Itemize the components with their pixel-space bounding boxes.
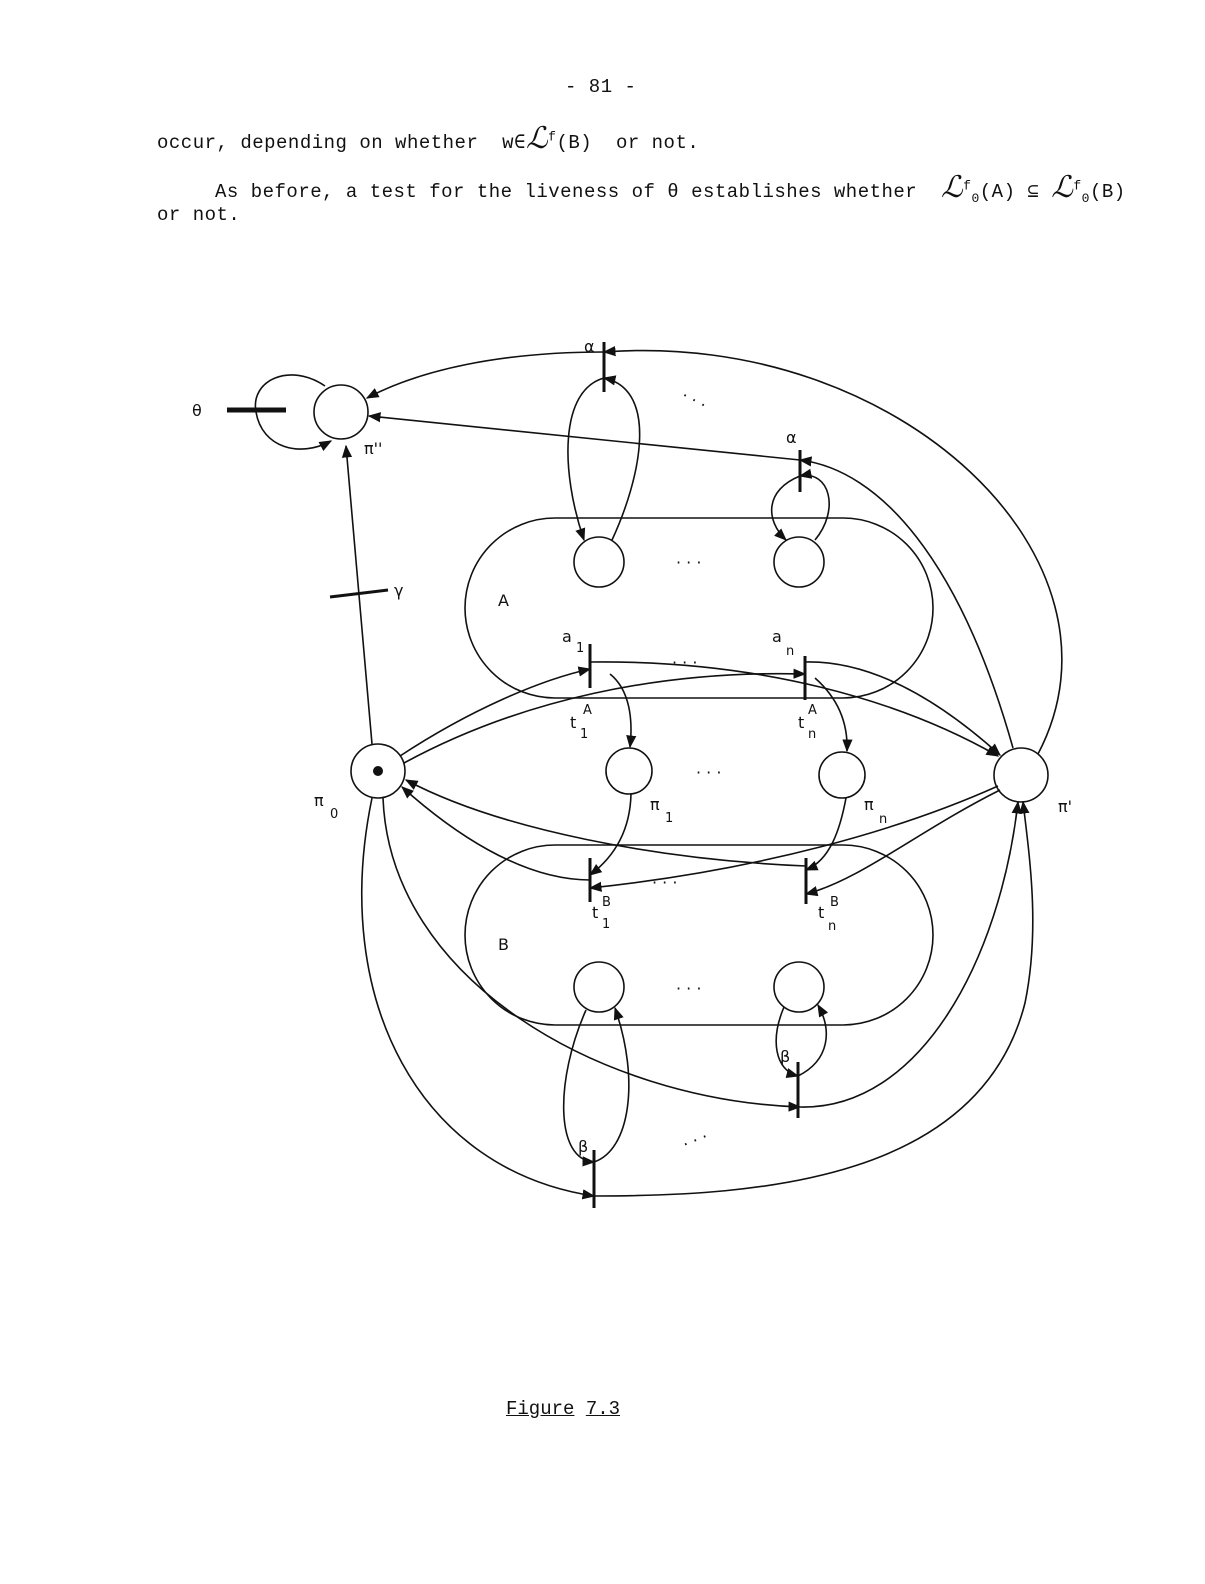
place-B-n (774, 962, 824, 1012)
label-pi-n-sub: n (879, 812, 888, 827)
ellipsis-bottom: · · · (679, 1126, 711, 1155)
label-pi-dd: π'' (364, 439, 383, 458)
arc-An-alpha-n (800, 475, 829, 540)
label-pi-prime: π' (1058, 797, 1073, 816)
label-pi-1-sub: 1 (665, 811, 674, 826)
arc-pin-tBn (806, 798, 846, 870)
arc-pi-prime-alpha-n (800, 460, 1013, 748)
label-tB1-sub: 1 (602, 917, 611, 932)
arc-tBn-pi0 (406, 780, 806, 866)
label-region-B: B (498, 935, 509, 954)
arc-A1-alpha-1 (604, 378, 640, 540)
ellipsis-pi: · · · (696, 763, 722, 782)
token (373, 766, 383, 776)
label-tB1: t (592, 903, 599, 922)
ellipsis-tB: · · · (652, 873, 678, 892)
arc-beta-1-pi-prime (594, 802, 1033, 1196)
place-A-n (774, 537, 824, 587)
arc-pi0-tA1 (400, 669, 590, 756)
label-beta-1: β (578, 1137, 589, 1156)
region-B (465, 845, 933, 1025)
ellipsis-top: · · · (678, 385, 710, 415)
ellipsis-A: · · · (676, 553, 702, 572)
label-a1-sub: 1 (576, 641, 585, 656)
arc-pi-prime-tBn (806, 790, 1000, 894)
arc-alpha-1-pi-dd (367, 352, 604, 398)
arc-beta-n-pi-prime (800, 802, 1018, 1107)
label-pi-1: π (650, 795, 660, 814)
label-tBn: t (818, 903, 825, 922)
label-tAn-sup: A (808, 703, 817, 718)
label-alpha-n: α (786, 428, 797, 447)
label-pi-n: π (864, 795, 874, 814)
label-pi-0: π (314, 791, 324, 810)
label-alpha-1: α (584, 337, 595, 356)
place-pi-n (819, 752, 865, 798)
arc-alpha-n-An (772, 476, 800, 540)
arc-pi-prime-alpha-1 (604, 351, 1062, 754)
arc-tA1-pi1 (610, 674, 631, 747)
ellipsis-B: · · · (676, 979, 702, 998)
page-number: - 81 - (565, 76, 637, 98)
figure-caption: Figure 7.3 (506, 1398, 621, 1420)
label-an-sub: n (786, 644, 795, 659)
label-a1: a (562, 627, 572, 646)
place-B-1 (574, 962, 624, 1012)
label-theta: θ (192, 401, 202, 420)
arc-tA1-pi-prime (590, 662, 998, 756)
place-pi-1 (606, 748, 652, 794)
place-pi-prime (994, 748, 1048, 802)
label-an: a (772, 627, 782, 646)
arc-beta-n-Bn (798, 1005, 826, 1076)
label-tBn-sup: B (830, 895, 839, 910)
label-tA1-sup: A (583, 703, 592, 718)
label-tAn-sub: n (808, 727, 817, 742)
label-tBn-sub: n (828, 919, 837, 934)
arc-pi0-beta-1 (362, 798, 594, 1196)
paragraph-line-2: As before, a test for the liveness of θ establishes whether ℒ$^f_0$(A) ⊆ ℒ$^f_0$(B) (215, 171, 1126, 206)
place-pi-double-prime (314, 385, 368, 439)
label-gamma: γ (394, 581, 404, 600)
label-tAn: t (798, 713, 805, 732)
label-tB1-sup: B (602, 895, 611, 910)
label-pi-0-sub: 0 (330, 807, 339, 822)
arc-beta-1-B1 (594, 1008, 629, 1162)
arc-alpha-1-A1 (568, 378, 604, 540)
label-beta-n: β (780, 1047, 791, 1066)
paragraph-line-1: occur, depending on whether w∈ℒ$^f$(B) or not. (157, 122, 700, 155)
paragraph-line-3: or not. (157, 204, 241, 226)
label-tA1-sub: 1 (580, 727, 589, 742)
label-region-A: A (498, 591, 509, 610)
arc-alpha-n-pi-dd (369, 416, 800, 460)
place-A-1 (574, 537, 624, 587)
label-tA1: t (570, 713, 577, 732)
arc-pi1-tB1 (590, 794, 631, 875)
ellipsis-tA: · · · (672, 653, 698, 672)
